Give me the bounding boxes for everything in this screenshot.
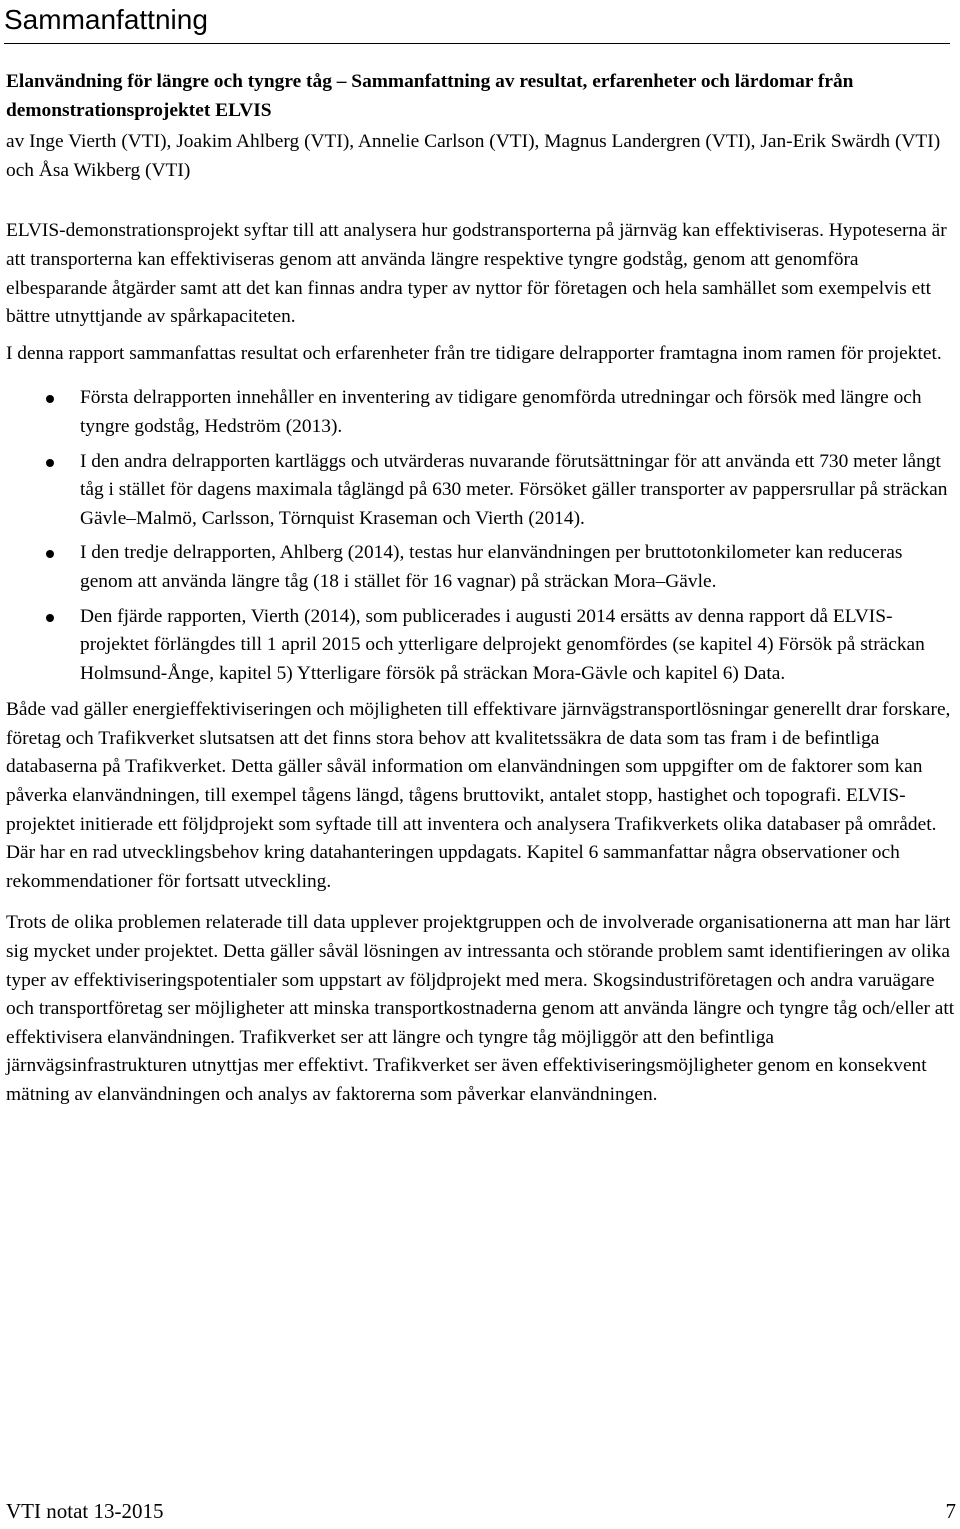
report-title: Elanvändning för längre och tyngre tåg – Sammanfattning av resultat, erfarenheter och lärdomar från demonstrationsprojektet ELVIS xyxy=(6,71,854,121)
bullet-icon xyxy=(46,614,54,622)
paragraph-project-aim: ELVIS-demonstrationsprojekt syftar till att analysera hur godstransporterna på järnväg kan effektiviseras. Hypoteserna är att transporterna kan effektiviseras genom att använda längre respektive tyngre godståg, genom att genomföra elbesparande åtgärder samt att det kan finnas andra typer av nyttor för företagen och hela samhället som exempelvis ett bättre utnyttjande av spårkapaciteten. xyxy=(6,220,947,328)
bullet-icon xyxy=(46,395,54,403)
bullet-icon xyxy=(46,550,54,558)
paragraph-lessons: Trots de olika problemen relaterade till data upplever projektgruppen och de involverade organisationerna att man har lärt sig mycket under projektet. Detta gäller såväl lösningen av intressanta och störande problem samt identifieringen av olika typer av effektiviseringspotentialer som uppstart av följdprojekt med mera. Skogsindustriföretagen och andra varuägare och transportföretag ser möjligheter att minska transportkostnaderna genom att använda längre och tyngre tåg och/eller att effektivisera elanvändningen. Trafikverket ser att längre och tyngre tåg möjliggör att den befintliga järnvägsinfrastrukturen utnyttjas mer effektivt. Trafikverket ser även effektiviseringsmöjligheter genom en konsekvent mätning av elanvändningen och analys av faktorerna som påverkar elanvändningen. xyxy=(6,912,955,1105)
list-item-text: I den tredje delrapporten, Ahlberg (2014), testas hur elanvändningen per bruttotonkilometer kan reduceras genom att använda längre tåg (18 i stället för 16 vagnar) på sträckan Mora–Gävle. xyxy=(80,542,903,592)
list-item xyxy=(6,448,956,534)
paragraph-report-scope: I denna rapport sammanfattas resultat och erfarenheter från tre tidigare delrapporter framtagna inom ramen för projektet. xyxy=(6,342,942,364)
authors-line: av Inge Vierth (VTI), Joakim Ahlberg (VTI), Annelie Carlson (VTI), Magnus Landergren (VTI), Jan-Erik Swärdh (VTI) och Åsa Wikberg (VTI) xyxy=(6,131,941,181)
list-item xyxy=(6,384,956,441)
list-item-text: Den fjärde rapporten, Vierth (2014), som publicerades i augusti 2014 ersätts av denna rapport då ELVIS-projektet förlängdes till 1 april 2015 och ytterligare delprojekt genomfördes (se kapitel 4) Försök på sträckan Holmsund-Ånge, kapitel 5) Ytterligare försök på sträckan Mora-Gävle och kapitel 6) Data. xyxy=(80,605,925,684)
list-item-text: Första delrapporten innehåller en inventering av tidigare genomförda utredningar och försök med längre och tyngre godståg, Hedström (2013). xyxy=(80,387,922,437)
footer-publication: VTI notat 13-2015 xyxy=(6,1499,164,1523)
paragraph-data-quality: Både vad gäller energieffektiviseringen och möjligheten till effektivare järnvägstransportlösningar generellt drar forskare, företag och Trafikverket slutsatsen att det finns stora behov att kvalitetssäkra de data som tas fram i de befintliga databaserna på Trafikverket. Detta gäller såväl information om elanvändningen som uppgifter om de faktorer som kan påverka elanvändningen, till exempel tågens längd, tågens bruttovikt, antalet stopp, hastighet och topografi. ELVIS-projektet initierade ett följdprojekt som syftade till att inventera och analysera Trafikverkets olika databaser på området. Där har en rad utvecklingsbehov kring datahanteringen uppdagats. Kapitel 6 sammanfattar några observationer och rekommendationer för fortsatt utveckling. xyxy=(6,699,951,892)
list-item xyxy=(6,539,956,596)
bullet-icon xyxy=(46,459,54,467)
summary-body xyxy=(6,68,956,1110)
list-item-text: I den andra delrapporten kartläggs och utvärderas nuvarande förutsättningar för att använda ett 730 meter långt tåg i stället för dagens maximala tåglängd på 630 meter. Försöket gäller transporter av pappersrullar på sträckan Gävle–Malmö, Carlsson, Törnquist Kraseman och Vierth (2014). xyxy=(80,450,948,529)
page-number: 7 xyxy=(945,1499,956,1523)
subreport-list xyxy=(6,384,956,688)
list-item xyxy=(6,603,956,689)
section-heading: Sammanfattning xyxy=(4,2,950,44)
